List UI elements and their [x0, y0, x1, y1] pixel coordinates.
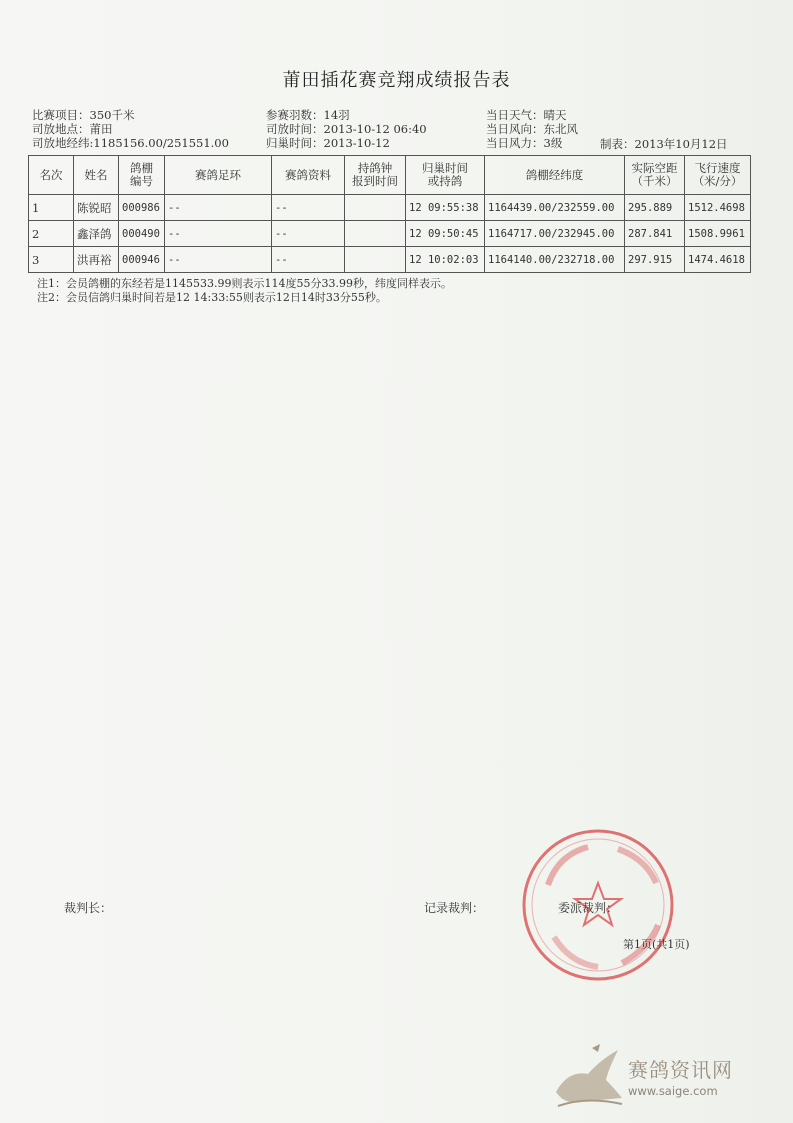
site-watermark — [548, 1040, 758, 1110]
race-info-left — [32, 108, 229, 150]
cell-ring: -- — [165, 221, 272, 247]
entry-count: 参赛羽数：14羽 — [266, 108, 350, 122]
table-row — [29, 195, 751, 221]
cell-name: 鑫泽鸽 — [74, 221, 119, 247]
col-header-clock-time — [345, 156, 406, 195]
col-header-return-time — [406, 156, 485, 195]
release-location: 司放地点：莆田 — [32, 122, 113, 136]
col-header-distance — [625, 156, 685, 195]
cell-rank: 1 — [29, 195, 74, 221]
cell-speed: 1474.4618 — [685, 247, 751, 273]
compiled-date: 制表：2013年10月12日 — [600, 137, 728, 151]
cell-name: 陈锐昭 — [74, 195, 119, 221]
cell-loft-coords: 1164717.00/232945.00 — [485, 221, 625, 247]
return-date: 归巢时间：2013-10-12 — [266, 136, 390, 150]
cell-loft-id: 000490 — [119, 221, 165, 247]
cell-pigeon-info: -- — [272, 247, 345, 273]
footnotes — [37, 277, 452, 305]
race-info-right — [486, 108, 578, 150]
cell-distance: 295.889 — [625, 195, 685, 221]
wind-force: 当日风力：3级 — [486, 136, 563, 150]
cell-distance: 297.915 — [625, 247, 685, 273]
note-1: 注1：会员鸽棚的东经若是1145533.99则表示114度55分33.99秒，纬度同样表示。 — [37, 277, 452, 290]
header-text: 赛鸽资料 — [285, 167, 331, 182]
col-header-speed — [685, 156, 751, 195]
report-title: 莆田插花赛竞翔成绩报告表 — [282, 70, 511, 91]
cell-clock-time — [345, 247, 406, 273]
cell-rank: 2 — [29, 221, 74, 247]
release-coordinates: 司放地经纬:1185156.00/251551.00 — [32, 136, 229, 150]
chief-referee-label: 裁判长： — [64, 901, 113, 915]
cell-clock-time — [345, 195, 406, 221]
table-header-row — [29, 156, 751, 195]
cell-clock-time — [345, 221, 406, 247]
header-text: 实际空距 （千米） — [631, 161, 678, 188]
page-number: 第1页(共1页) — [623, 938, 690, 951]
header-text: 归巢时间 或持鸽 — [422, 161, 468, 188]
col-header-name — [74, 156, 119, 195]
cell-return-time: 12 09:55:38 — [406, 195, 485, 221]
cell-pigeon-info: -- — [272, 195, 345, 221]
note-2: 注2：会员信鸽归巢时间若是12 14:33:55则表示12日14时33分55秒。 — [37, 291, 387, 304]
table-row — [29, 247, 751, 273]
header-text: 名次 — [39, 167, 63, 182]
race-item: 比赛项目：350千米 — [32, 108, 135, 122]
watermark-brand: 赛鸽资讯网 — [628, 1058, 733, 1082]
col-header-rank — [29, 156, 74, 195]
header-text: 赛鸽足环 — [195, 167, 241, 182]
col-header-pigeon-info — [272, 156, 345, 195]
cell-speed: 1512.4698 — [685, 195, 751, 221]
release-time: 司放时间：2013-10-12 06:40 — [266, 122, 427, 136]
cell-name: 洪再裕 — [74, 247, 119, 273]
cell-loft-id: 000946 — [119, 247, 165, 273]
appointed-referee-label: 委派裁判： — [558, 901, 619, 915]
weather: 当日天气：晴天 — [486, 108, 567, 122]
results-table — [28, 155, 751, 273]
cell-return-time: 12 09:50:45 — [406, 221, 485, 247]
recording-referee-label: 记录裁判： — [424, 901, 485, 915]
header-text: 姓名 — [84, 167, 108, 182]
cell-loft-coords: 1164140.00/232718.00 — [485, 247, 625, 273]
col-header-loft-coords — [485, 156, 625, 195]
cell-loft-id: 000986 — [119, 195, 165, 221]
cell-pigeon-info: -- — [272, 221, 345, 247]
col-header-loft-id — [119, 156, 165, 195]
table-row — [29, 221, 751, 247]
cell-ring: -- — [165, 195, 272, 221]
pigeon-logo-icon — [548, 1040, 626, 1110]
header-text: 鸽棚 编号 — [130, 161, 153, 188]
watermark-url: www.saige.com — [628, 1084, 718, 1098]
cell-loft-coords: 1164439.00/232559.00 — [485, 195, 625, 221]
cell-rank: 3 — [29, 247, 74, 273]
header-text: 飞行速度 （米/分） — [692, 161, 743, 188]
cell-distance: 287.841 — [625, 221, 685, 247]
header-text: 鸽棚经纬度 — [525, 167, 584, 182]
race-info-mid — [266, 108, 427, 150]
cell-return-time: 12 10:02:03 — [406, 247, 485, 273]
wind-direction: 当日风向：东北风 — [486, 122, 578, 136]
cell-ring: -- — [165, 247, 272, 273]
col-header-ring — [165, 156, 272, 195]
header-text: 持鸽钟 报到时间 — [352, 161, 398, 188]
cell-speed: 1508.9961 — [685, 221, 751, 247]
